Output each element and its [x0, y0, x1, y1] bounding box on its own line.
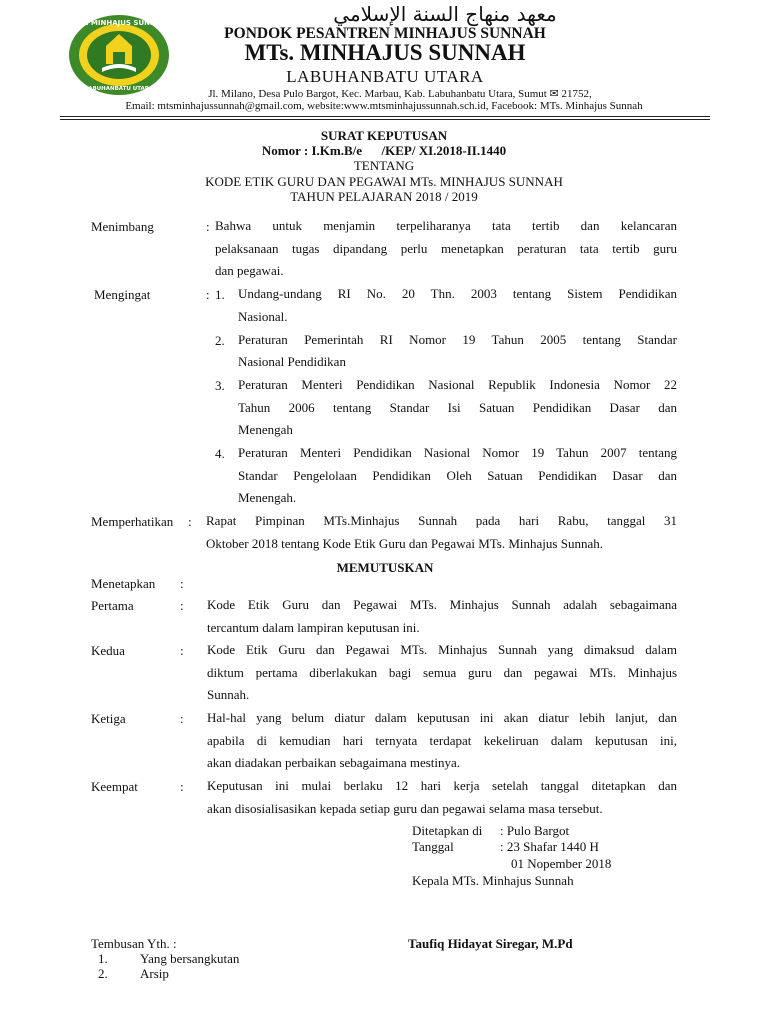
logo-bottom-text: LABUHANBATU UTARA [84, 86, 154, 92]
doc-subject: KODE ETIK GURU DAN PEGAWAI MTs. MINHAJUS SUNNAH [205, 174, 563, 189]
mengingat-line: Standar Pengelolaan Pendidikan Oleh Satuan Pendidikan Dasar dan [238, 468, 677, 483]
tanggal-label: Tanggal [412, 839, 454, 854]
contact-info: Email: mtsminhajussunnah@gmail.com, website:www.mtsminhajussunnah.sch.id, Facebook: MTs. Minhajus Sunnah [125, 100, 643, 112]
colon: : [180, 643, 184, 658]
mengingat-line: Peraturan Menteri Pendidikan Nasional Nomor 19 Tahun 2007 tentang [238, 445, 677, 460]
menimbang-line: pelaksanaan tugas dipandang perlu menetapkan peraturan tata tertib guru [215, 241, 677, 256]
doc-year: TAHUN PELAJARAN 2018 / 2019 [290, 189, 478, 204]
school-logo [66, 12, 172, 98]
colon: : [206, 287, 210, 302]
mengingat-line: Peraturan Pemerintah RI Nomor 19 Tahun 2005 tentang Standar [238, 332, 677, 347]
tembusan-item: Yang bersangkutan [140, 951, 240, 966]
tembusan-item: Arsip [140, 966, 169, 981]
tembusan-label: Tembusan Yth. : [91, 936, 177, 951]
memperhatikan-line: Oktober 2018 tentang Kode Etik Guru dan Pegawai MTs. Minhajus Sunnah. [206, 536, 603, 551]
decision-line: tercantum dalam lampiran keputusan ini. [207, 620, 420, 635]
letterhead-rule [60, 116, 710, 117]
decision-label: Ketiga [91, 711, 126, 726]
memperhatikan-label: Memperhatikan [91, 514, 174, 529]
decision-line: Kode Etik Guru dan Pegawai MTs. Minhajus Sunnah yang dimaksud dalam [207, 642, 677, 657]
list-number: 1. [215, 287, 225, 302]
mengingat-label: Mengingat [94, 287, 151, 302]
address: Jl. Milano, Desa Pulo Bargot, Kec. Marbau, Kab. Labuhanbatu Utara, Sumut ✉ 21752, [208, 88, 592, 100]
mengingat-line: Menengah. [238, 490, 297, 505]
decision-line: akan disosialisasikan kepada setiap guru dan pegawai selama masa tersebut. [207, 801, 603, 816]
menimbang-label: Menimbang [91, 219, 154, 234]
memperhatikan-line: Rapat Pimpinan MTs.Minhajus Sunnah pada hari Rabu, tanggal 31 [206, 513, 677, 528]
colon: : [180, 779, 184, 794]
menimbang-line: dan pegawai. [215, 263, 284, 278]
decision-label: Keempat [91, 779, 138, 794]
logo-top-text: MTs. MINHAJUS SUNNAH [70, 19, 168, 27]
decision-line: Hal-hal yang belum diatur dalam keputusan ini akan diatur lebih lanjut, dan [207, 710, 677, 725]
doc-number: Nomor : I.Km.B/e /KEP/ XI.2018-II.1440 [261, 143, 507, 158]
memutuskan-heading: MEMUTUSKAN [336, 560, 434, 575]
tembusan-number: 1. [98, 951, 108, 966]
mengingat-line: Tahun 2006 tentang Standar Isi Satuan Pendidikan Dasar dan [238, 400, 677, 415]
mengingat-line: Nasional Pendidikan [238, 354, 346, 369]
institution-name: PONDOK PESANTREN MINHAJUS SUNNAH [224, 25, 546, 42]
colon: : [180, 598, 184, 613]
tembusan-number: 2. [98, 966, 108, 981]
colon: : [180, 711, 184, 726]
decision-line: Keputusan ini mulai berlaku 12 hari kerja setelah tanggal ditetapkan dan [207, 778, 677, 793]
decision-line: apabila di kemudian hari ternyata terdapat kekeliruan dalam keputusan ini, [207, 733, 677, 748]
decision-line: akan diadakan perbaikan sebagaimana mestinya. [207, 755, 461, 770]
decision-line: diktum pertama diberlakukan bagi semua guru dan pegawai MTs. Minhajus [207, 665, 677, 680]
colon: : [188, 514, 192, 529]
school-name: MTs. MINHAJUS SUNNAH [244, 40, 526, 65]
decision-label: Pertama [91, 598, 134, 613]
signatory-name: Taufiq Hidayat Siregar, M.Pd [408, 936, 573, 951]
mengingat-line: Undang-undang RI No. 20 Thn. 2003 tentang Sistem Pendidikan [238, 286, 677, 301]
tanggal-hijri: : 23 Shafar 1440 H [500, 839, 599, 854]
signatory-position: Kepala MTs. Minhajus Sunnah [412, 873, 574, 888]
colon: : [206, 219, 210, 234]
mengingat-line: Menengah [238, 422, 293, 437]
list-number: 2. [215, 333, 225, 348]
decision-label: Kedua [91, 643, 125, 658]
letterhead-rule-thin [60, 119, 710, 120]
list-number: 3. [215, 378, 225, 393]
mengingat-line: Nasional. [238, 309, 288, 324]
decision-line: Sunnah. [207, 687, 250, 702]
tentang-label: TENTANG [353, 158, 415, 173]
decision-line: Kode Etik Guru dan Pegawai MTs. Minhajus Sunnah adalah sebagaimana [207, 597, 677, 612]
tanggal-masehi: 01 Nopember 2018 [511, 856, 612, 871]
doc-type: SURAT KEPUTUSAN [320, 128, 448, 143]
list-number: 4. [215, 446, 225, 461]
ditetapkan-value: : Pulo Bargot [500, 823, 570, 838]
menetapkan-label: Menetapkan [91, 576, 156, 591]
menimbang-line: Bahwa untuk menjamin terpeliharanya tata tertib dan kelancaran [215, 218, 677, 233]
arabic-title: معهد منهاج السنة الإسلامي [333, 2, 557, 26]
mengingat-line: Peraturan Menteri Pendidikan Nasional Republik Indonesia Nomor 22 [238, 377, 677, 392]
region-name: LABUHANBATU UTARA [286, 67, 484, 86]
colon: : [180, 576, 184, 591]
ditetapkan-label: Ditetapkan di [412, 823, 483, 838]
